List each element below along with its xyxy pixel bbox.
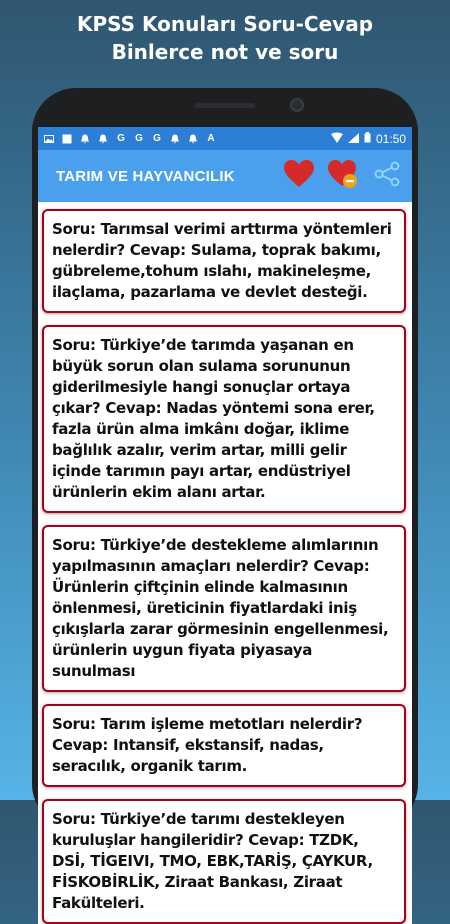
status-bar [38, 127, 412, 150]
phone-camera [290, 98, 304, 112]
favorite-button[interactable] [284, 161, 314, 191]
question-card[interactable]: Soru: Tarımsal verimi arttırma yöntemleri nelerdir? Cevap: Sulama, toprak bakımı, gübreleme,tohum ıslahı, makineleşme, ilaçlama, pazarlama ve devlet desteği. [42, 209, 406, 313]
bell-icon [170, 134, 180, 144]
app-screen [38, 127, 412, 912]
favorites-list-button[interactable] [328, 161, 358, 191]
battery-icon [364, 132, 371, 146]
bell-icon [80, 134, 90, 144]
signal-icon [348, 132, 359, 146]
question-card[interactable]: Soru: Tarım işleme metotları nelerdir? Cevap: Intansif, ekstansif, nadas, seracılık, organik tarım. [42, 704, 406, 787]
share-button[interactable] [372, 161, 402, 191]
google-g-icon: G [135, 132, 143, 144]
bell-icon [188, 134, 198, 144]
question-card[interactable]: Soru: Türkiye’de tarımda yaşanan en büyük sorun olan sulama sorununun giderilmesiyle hangi sonuçlar ortaya çıkar? Cevap: Nadas yöntemi sona erer, fazla ürün alma imkânı doğar, iklime bağlılık azalır, verim artar, milli gelir içinde tarımın payı artar, endüstriyel ürünlerin ekim alanı artar. [42, 325, 406, 513]
question-card[interactable]: Soru: Türkiye’de tarımı destekleyen kuruluşlar hangileridir? Cevap: TZDK, DSİ, TİGEIVI, TMO, EBK,TARİŞ, ÇAYKUR, FİSKOBİRLİK, Ziraat Bankası, Ziraat Fakülteleri. [42, 799, 406, 924]
google-g-icon: G [153, 132, 161, 144]
heart-minus-icon [328, 159, 358, 194]
notification-icon [62, 134, 72, 144]
share-icon [374, 161, 400, 192]
question-list[interactable] [38, 202, 412, 924]
promo-subtitle: Binlerce not ve soru [111, 40, 339, 64]
question-card[interactable]: Soru: Türkiye’de destekleme alımlarının yapılmasının amaçları nelerdir? Cevap: Ürünlerin çiftçinin elinde kalmasının önlenmesi, üreticinin fiyatlardaki iniş çıkışlarla zarar görmesinin engellenmesi, ürünlerin uygun fiyata piyasaya sunulması [42, 525, 406, 692]
image-icon [44, 134, 54, 144]
page-title: TARIM VE HAYVANCILIK [56, 167, 235, 185]
google-g-icon: G [117, 132, 125, 144]
notification-icons [44, 134, 216, 144]
phone-speaker [195, 103, 255, 108]
bell-icon [98, 134, 108, 144]
heart-icon [284, 160, 314, 193]
status-time: 01:50 [375, 131, 406, 146]
app-bar [38, 150, 412, 202]
a-letter-icon: A [207, 132, 215, 144]
promo-header [0, 10, 450, 66]
wifi-icon [331, 132, 343, 146]
promo-title: KPSS Konuları Soru-Cevap [76, 12, 374, 36]
